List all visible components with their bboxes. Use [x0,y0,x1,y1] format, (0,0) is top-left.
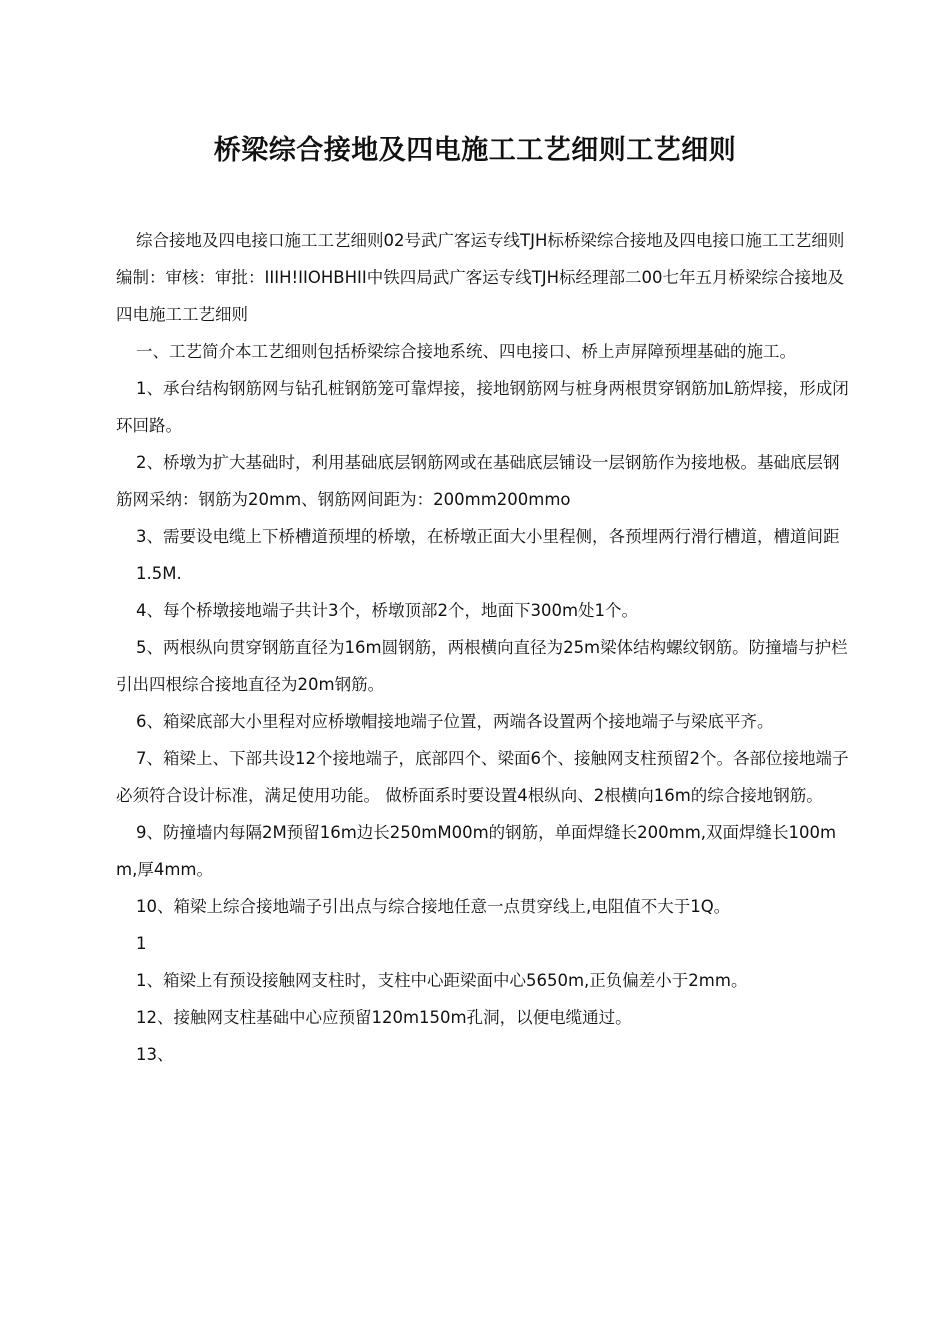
paragraph-item-3: 3、需要设电缆上下桥槽道预埋的桥墩，在桥墩正面大小里程侧，各预埋两行滑行槽道，槽道间距 [136,527,840,546]
paragraph-item-5: 5、两根纵向贯穿钢筋直径为16m圆钢筋，两根横向直径为25m梁体结构螺纹钢筋。防撞墙与护栏引出四根综合接地直径为20m钢筋。 [116,638,848,694]
paragraph-item-1: 1、承台结构钢筋网与钻孔桩钢筋笼可靠焊接，接地钢筋网与桩身两根贯穿钢筋加L筋焊接，形成闭环回路。 [116,379,849,435]
document-body [116,222,854,1073]
document-title: 桥梁综合接地及四电施工工艺细则工艺细则 [213,135,737,166]
paragraph-page-number: 1 [136,934,147,953]
paragraph-section-1: 一、工艺简介本工艺细则包括桥梁综合接地系统、四电接口、桥上声屏障预埋基础的施工。 [136,342,796,361]
paragraph-item-12: 12、接触网支柱基础中心应预留120m150m孔洞，以便电缆通过。 [136,1008,632,1027]
paragraph-item-13: 13、 [136,1045,174,1064]
paragraph-item-2: 2、桥墩为扩大基础时，利用基础底层钢筋网或在基础底层铺设一层钢筋作为接地极。基础底层钢筋网采纳：钢筋为20mm、钢筋网间距为：200mm200mmo [116,453,840,509]
paragraph-item-7: 7、箱梁上、下部共设12个接地端子，底部四个、梁面6个、接触网支柱预留2个。各部位接地端子必须符合设计标准，满足使用功能。 做桥面系时要设置4根纵向、2根横向16m的综合接地钢筋。 [116,749,849,805]
paragraph-item-10: 10、箱梁上综合接地端子引出点与综合接地任意一点贯穿线上,电阻值不大于1Q。 [136,897,731,916]
paragraph-item-4: 4、每个桥墩接地端子共计3个，桥墩顶部2个，地面下300m处1个。 [136,601,639,620]
paragraph-item-11: 1、箱梁上有预设接触网支柱时，支柱中心距梁面中心5650m,正负偏差小于2mm。 [136,971,748,990]
paragraph-intro: 综合接地及四电接口施工工艺细则02号武广客运专线TJH标桥梁综合接地及四电接口施工工艺细则编制：审核：审批：IIIH!IIOHBHII中铁四局武广客运专线TJH标经理部二00七年五月桥梁综合接地及四电施工工艺细则 [116,231,845,324]
paragraph-item-3-spacing: 1.5M. [136,564,182,583]
paragraph-item-9: 9、防撞墙内每隔2M预留16m边长250mM00m的钢筋，单面焊缝长200mm,双面焊缝长100mm,厚4mm。 [116,823,837,879]
paragraph-item-6: 6、箱梁底部大小里程对应桥墩帽接地端子位置，两端各设置两个接地端子与梁底平齐。 [136,712,774,731]
